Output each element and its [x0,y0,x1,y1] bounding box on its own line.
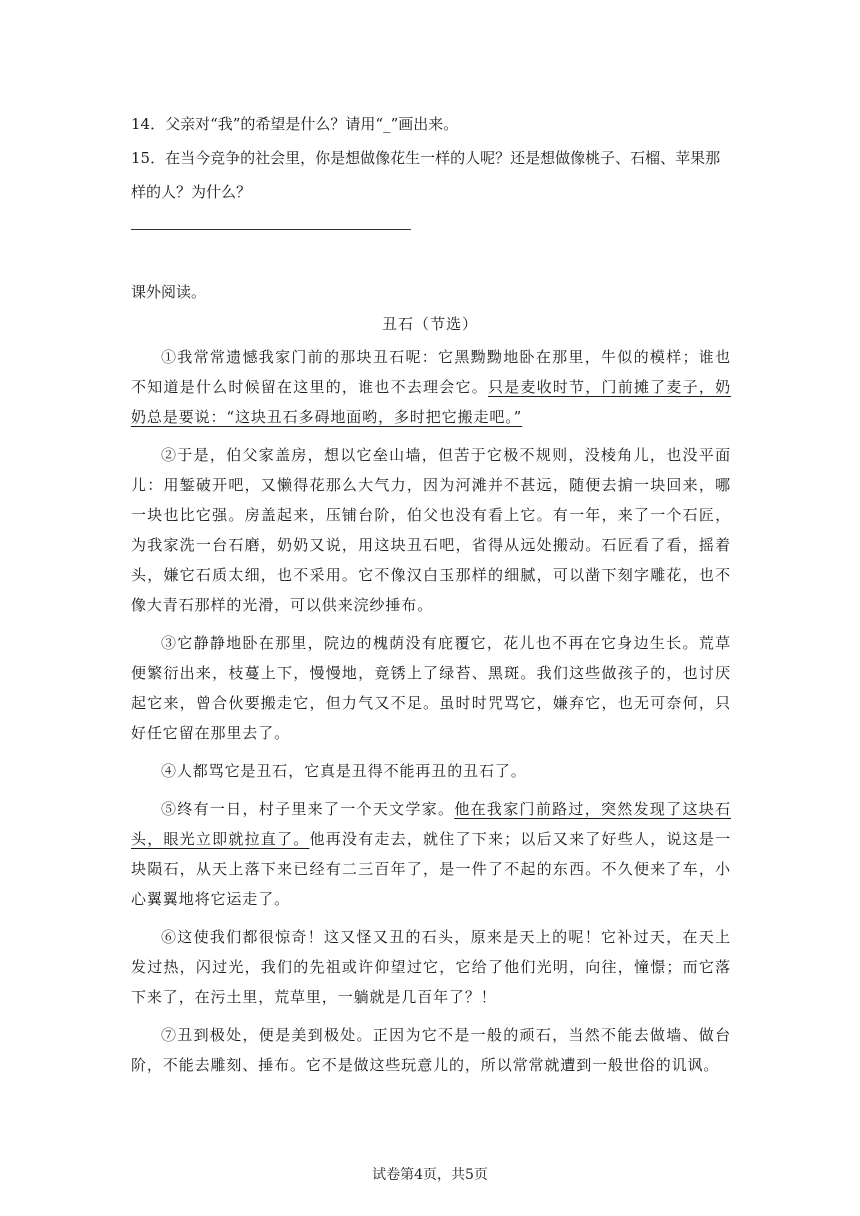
underlined-sentence-2: 他在我家门前路过，突然发现了这块石头，眼光立即就拉直了。 [131,800,731,848]
answer-line [131,229,411,230]
question-14: 14．父亲对“我”的希望是什么？请用“_”画出来。 [131,115,459,133]
question-15: 15．在当今竞争的社会里，你是想做像花生一样的人呢？还是想做像桃子、石榴、苹果那样的人？为什么？ [131,149,721,201]
paragraph-5 [131,794,731,914]
underlined-sentence-1: 只是麦收时节，门前摊了麦子，奶奶总是要说：“这块丑石多碍地面哟，多时把它搬走吧。” [131,378,731,426]
article-title: 丑石（节选） [381,315,478,333]
paragraph-4: ④人都骂它是丑石，它真是丑得不能再丑的丑石了。 [161,762,527,780]
paragraph-3: ③它静静地卧在那里，院边的槐荫没有庇覆它，花儿也不再在它身边生长。荒草便繁衍出来，枝蔓上下，慢慢地，竟锈上了绿苔、黑斑。我们这些做孩子的，也讨厌起它来，曾合伙要搬走它，但力气又不足。虽时时咒骂它，嫌弃它，也无可奈何，只好任它留在那里去了。 [131,634,731,742]
section-label: 课外阅读。 [131,283,207,301]
page-footer: 试卷第4页，共5页 [372,1167,488,1183]
paragraph-1 [131,342,731,432]
article-body [131,342,731,1088]
paragraph-5-text-a: ⑤终有一日，村子里来了一个天文学家。 [161,800,455,818]
paragraph-1-text: ①我常常遗憾我家门前的那块丑石呢：它黑黝黝地卧在那里，牛似的模样；谁也不知道是什么时候留在这里的，谁也不去理会它。 [131,348,731,396]
paragraph-6: ⑥这使我们都很惊奇！这又怪又丑的石头，原来是天上的呢！它补过天，在天上发过热，闪过光，我们的先祖或许仰望过它，它给了他们光明，向往，憧憬；而它落下来了，在污土里，荒草里，一躺就是几百年了？！ [131,928,731,1006]
paragraph-2: ②于是，伯父家盖房，想以它垒山墙，但苦于它极不规则，没棱角儿，也没平面儿：用錾破开吧，又懒得花那么大气力，因为河滩并不甚远，随便去掮一块回来，哪一块也比它强。房盖起来，压铺台阶，伯父也没有看上它。有一年，来了一个石匠，为我家洗一台石磨，奶奶又说，用这块丑石吧，省得从远处搬动。石匠看了看，摇着头，嫌它石质太细，也不采用。它不像汉白玉那样的细腻，可以凿下刻字雕花，也不像大青石那样的光滑，可以供来浣纱捶布。 [131,446,731,614]
paragraph-7: ⑦丑到极处，便是美到极处。正因为它不是一般的顽石，当然不能去做墙、做台阶，不能去雕刻、捶布。它不是做这些玩意儿的，所以常常就遭到一般世俗的讥讽。 [131,1026,731,1074]
paragraph-5-text-b: 他再没有走去，就住了下来；以后又来了好些人，说这是一块陨石，从天上落下来已经有二三百年了，是一件了不起的东西。不久便来了车，小心翼翼地将它运走了。 [131,830,732,908]
